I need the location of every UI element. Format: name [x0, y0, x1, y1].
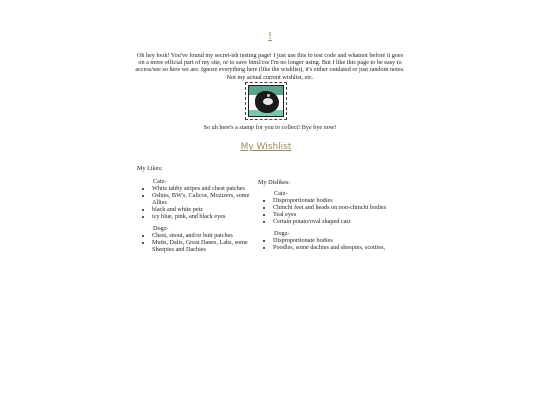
intro-paragraph: Oh hey look! You've found my secret-ish testing page! I just use this to test code and whatnot before it goes on a more official part of my site, or to save html/css I'm no longer using. But I like this page to be easy to access/see so here we are. Ignore everything here (like the wishlist), it's either outdated or just random notes. Not my actual current wishlist, etc. — [135, 52, 405, 81]
top-link[interactable]: ! — [268, 30, 272, 42]
list-item: • Poodles, some dachies and sheepies, scotties, — [273, 244, 398, 251]
likes-catz-label: Catz- — [153, 178, 167, 185]
likes-dogz-label: Dogz- — [153, 224, 169, 232]
dislikes-dogz-label: Dogz- — [274, 229, 290, 237]
likes-column — [137, 178, 257, 253]
list-item: • black and white petz — [152, 206, 257, 213]
likes-dogz-list — [137, 232, 257, 253]
likes-heading: My Likes: — [137, 165, 163, 172]
list-item: • Teal eyes — [273, 211, 398, 218]
list-item: • Disproportionate bodies — [273, 237, 398, 244]
list-item: • White tabby stripes and chest patches — [152, 185, 257, 192]
list-item: • Certain potato/oval shaped catz — [273, 218, 398, 225]
likes-catz-list — [137, 185, 257, 220]
stamp-caption: So uh here's a stamp for you to collect! Bye bye now! — [203, 124, 337, 131]
dislikes-column — [258, 179, 398, 251]
list-item: • icy blue, pink, and black eyes — [152, 213, 257, 220]
list-item: • Mutts, Dalis, Great Danes, Labs, some Sheepies and Dachies — [152, 239, 257, 253]
list-item: • Oshies, BW's, Calicos, Mozizers, some Allies — [152, 192, 257, 206]
stamp-image — [245, 82, 287, 120]
cat-stamp-icon — [248, 85, 284, 117]
list-item: • Chinchi feet and heads on non-chinchi bodies — [273, 204, 398, 211]
dislikes-catz-list — [258, 197, 398, 225]
dislikes-heading: My Dislikes: — [258, 179, 291, 186]
wishlist-link[interactable]: My Wishlist — [240, 142, 292, 152]
list-item: • Chest, snout, and/or butt patches — [152, 232, 257, 239]
list-item: • Disproportionate bodies — [273, 197, 398, 204]
dislikes-dogz-list — [258, 237, 398, 251]
dislikes-catz-label: Catz- — [274, 190, 288, 198]
